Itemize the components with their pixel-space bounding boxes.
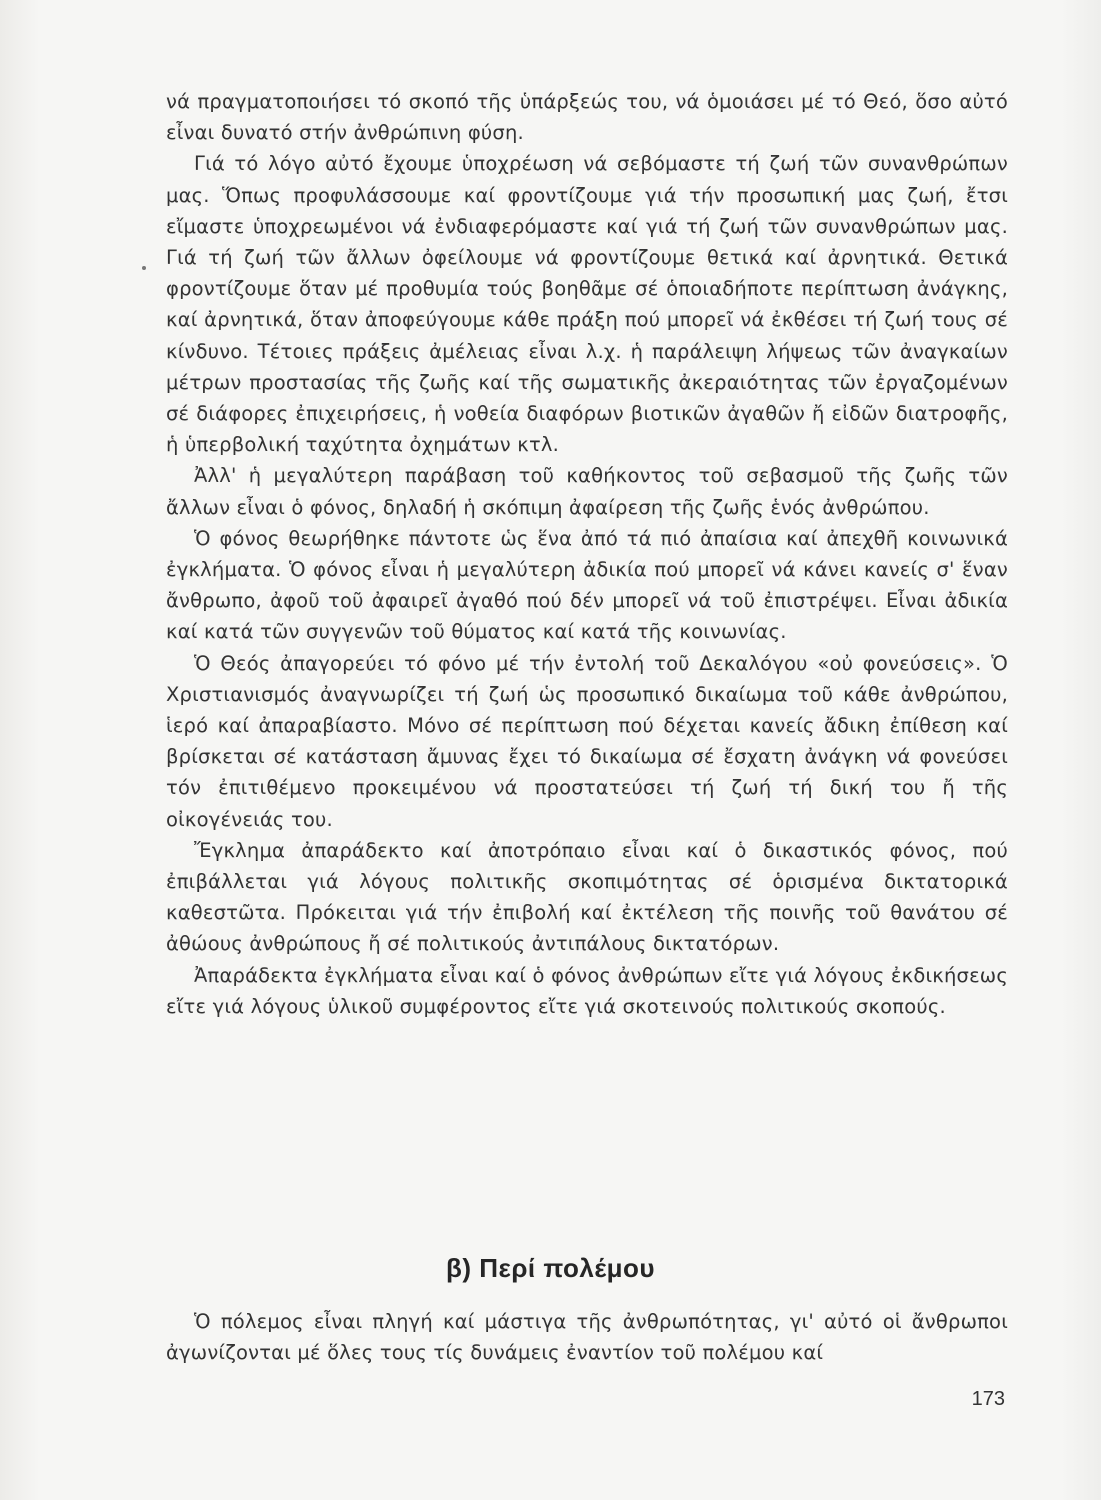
section-text bbox=[166, 1306, 1008, 1368]
margin-mark bbox=[142, 266, 146, 270]
main-text bbox=[166, 86, 1008, 1022]
section-heading: β) Περί πολέμου bbox=[445, 1253, 656, 1283]
paragraph-6: Ἔγκλημα ἀπαράδεκτο καί ἀποτρόπαιο εἶναι καί ὁ δικαστικός φόνος, πού ἐπιβάλλεται γιά λόγους πολιτικῆς σκοπιμότητας σέ ὁρισμένα δικτατορικά καθεστῶτα. Πρόκειται γιά τήν ἐπιβολή καί ἐκτέλεση τῆς ποινῆς τοῦ θανάτου σέ ἀθώους ἀνθρώπους ἤ σέ πολιτικούς ἀντιπάλους δικτατόρων. bbox=[166, 838, 1008, 956]
paragraph-2: Γιά τό λόγο αὐτό ἔχουμε ὑποχρέωση νά σεβόμαστε τή ζωή τῶν συνανθρώπων μας. Ὅπως προφυλάσσουμε καί φροντίζουμε γιά τήν προσωπική μας ζωή, ἔτσι εἴμαστε ὑποχρεωμένοι νά ἐνδιαφερόμαστε καί γιά τή ζωή τῶν συνανθρώπων μας. Γιά τή ζωή τῶν ἄλλων ὀφείλουμε νά φροντίζουμε θετικά καί ἀρνητικά. Θετικά φροντίζουμε ὅταν μέ προθυμία τούς βοηθᾶμε σέ ὁποιαδήποτε περίπτωση ἀνάγκης, καί ἀρνητικά, ὅταν ἀποφεύγουμε κάθε πράξη πού μπορεῖ νά ἐκθέσει τή ζωή τους σέ κίνδυνο. Τέτοιες πράξεις ἀμέλειας εἶναι λ.χ. ἡ παράλειψη λήψεως τῶν ἀναγκαίων μέτρων προστασίας τῆς ζωῆς καί τῆς σωματικῆς ἀκεραιότητας τῶν ἐργαζομένων σέ διάφορες ἐπιχειρήσεις, ἡ νοθεία διαφόρων βιοτικῶν ἀγαθῶν ἤ εἰδῶν διατροφῆς, ἡ ὑπερβολική ταχύτητα ὀχημάτων κτλ. bbox=[166, 152, 1008, 457]
paragraph-7: Ἀπαράδεκτα ἐγκλήματα εἶναι καί ὁ φόνος ἀνθρώπων εἴτε γιά λόγους ἐκδικήσεως εἴτε γιά λόγους ὑλικοῦ συμφέροντος εἴτε γιά σκοτεινούς πολιτικούς σκοπούς. bbox=[166, 963, 1008, 1018]
paragraph-1: νά πραγματοποιήσει τό σκοπό τῆς ὑπάρξεώς του, νά ὁμοιάσει μέ τό Θεό, ὅσο αὐτό εἶναι δυνατό στήν ἀνθρώπινη φύση. bbox=[166, 90, 1008, 145]
page-number: 173 bbox=[971, 1388, 1005, 1410]
paragraph-3: Ἀλλ' ἡ μεγαλύτερη παράβαση τοῦ καθήκοντος τοῦ σεβασμοῦ τῆς ζωῆς τῶν ἄλλων εἶναι ὁ φόνος, δηλαδή ἡ σκόπιμη ἀφαίρεση τῆς ζωῆς ἑνός ἀνθρώπου. bbox=[166, 464, 1008, 519]
paragraph-5: Ὁ Θεός ἀπαγορεύει τό φόνο μέ τήν ἐντολή τοῦ Δεκαλόγου «οὐ φονεύσεις». Ὁ Χριστιανισμός ἀναγνωρίζει τή ζωή ὡς προσωπικό δικαίωμα τοῦ κάθε ἀνθρώπου, ἱερό καί ἀπαραβίαστο. Μόνο σέ περίπτωση πού δέχεται κανείς ἄδικη ἐπίθεση καί βρίσκεται σέ κατάσταση ἄμυνας ἔχει τό δικαίωμα σέ ἔσχατη ἀνάγκη νά φονεύσει τόν ἐπιτιθέμενο προκειμένου νά προστατεύσει τή ζωή τή δική του ἤ τῆς οἰκογένειάς του. bbox=[166, 651, 1008, 831]
paragraph-4: Ὁ φόνος θεωρήθηκε πάντοτε ὡς ἕνα ἀπό τά πιό ἀπαίσια καί ἀπεχθῆ κοινωνικά ἐγκλήματα. Ὁ φόνος εἶναι ἡ μεγαλύτερη ἀδικία πού μπορεῖ νά κάνει κανείς σ' ἕναν ἄνθρωπο, ἀφοῦ τοῦ ἀφαιρεῖ ἀγαθό πού δέν μπορεῖ νά τοῦ ἐπιστρέψει. Εἶναι ἀδικία καί κατά τῶν συγγενῶν τοῦ θύματος καί κατά τῆς κοινωνίας. bbox=[166, 526, 1008, 644]
section-paragraph: Ὁ πόλεμος εἶναι πληγή καί μάστιγα τῆς ἀνθρωπότητας, γι' αὐτό οἱ ἄνθρωποι ἀγωνίζονται μέ ὅλες τους τίς δυνάμεις ἐναντίον τοῦ πολέμου καί bbox=[166, 1310, 1008, 1365]
